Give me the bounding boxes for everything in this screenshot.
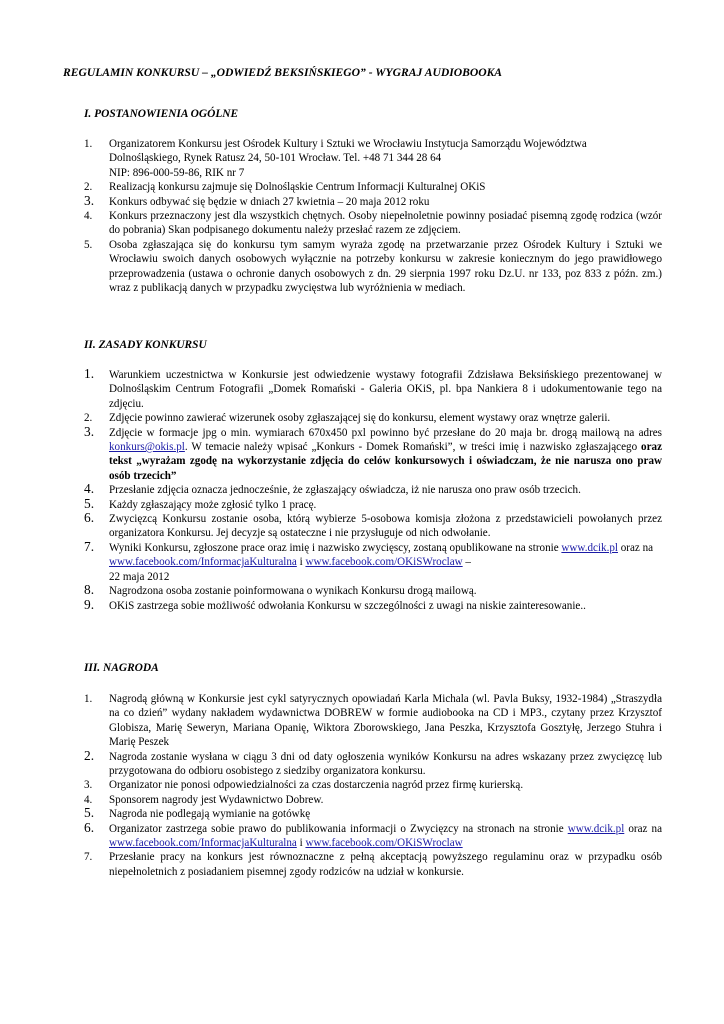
item-text-part: oraz na bbox=[624, 822, 662, 835]
item-text: Konkurs przeznaczony jest dla wszystkich chętnych. Osoby niepełnoletnie powinny posiadać pisemną zgodę rodzica (wzór do pobrania) Skan podpisanego dokumentu należy przesłać razem ze zdjęciem. bbox=[109, 210, 662, 237]
list-item bbox=[84, 192, 662, 209]
item-number: 4. bbox=[84, 481, 95, 497]
list-item bbox=[84, 180, 662, 194]
item-text-part: i bbox=[296, 556, 306, 569]
list-item bbox=[84, 512, 662, 541]
item-number: 3. bbox=[84, 779, 93, 792]
item-number: 6. bbox=[84, 510, 95, 526]
section-title: POSTANOWIENIA OGÓLNE bbox=[94, 108, 239, 120]
item-text: Organizator nie ponosi odpowiedzialności za czas dostarczenia nagród przez firmę kurierską. bbox=[109, 779, 524, 792]
item-number: 2. bbox=[84, 181, 93, 194]
section-title: NAGRODA bbox=[103, 662, 159, 674]
item-text: Realizacją konkursu zajmuje się Dolnośląskie Centrum Informacji Kulturalnej OKiS bbox=[109, 181, 486, 194]
item-number: 1. bbox=[84, 693, 93, 705]
section-general-list bbox=[84, 137, 662, 295]
item-text: Przesłanie pracy na konkurs jest równoznaczne z pełną akceptacją powyższego regulaminu oraz w przypadku osób niepełnoletnich z posiadaniem pisemnej zgody rodziców na udział w konkursie. bbox=[109, 851, 662, 878]
item-bold-text: oraz tekst „wyrażam zgodę na wykorzystanie zdjęcia do celów konkursowych i oświadczam, że nie narusza ono praw osób trzecich” bbox=[109, 441, 662, 482]
list-item bbox=[84, 495, 662, 512]
publication-date: 22 maja 2012 bbox=[109, 570, 170, 583]
item-number: 3. bbox=[84, 423, 95, 439]
list-item bbox=[84, 238, 662, 296]
page-title: REGULAMIN KONKURSU – „ODWIEDŹ BEKSIŃSKIEGO” - WYGRAJ AUDIOBOOKA bbox=[63, 66, 503, 79]
list-item bbox=[84, 137, 662, 180]
item-text bbox=[109, 822, 662, 851]
item-text: Konkurs odbywać się będzie w dniach 27 kwietnia – 20 maja 2012 roku bbox=[109, 195, 430, 208]
item-text-part: Zdjęcie w formacje jpg o min. wymiarach 670x450 pxl powinno być przesłane do 20 maja br. drogą mailową na adres bbox=[109, 426, 662, 439]
list-item bbox=[84, 368, 662, 411]
item-text-part: Organizator zastrzega sobie prawo do publikowania informacji o Zwycięzcy na stronach na stronie bbox=[109, 822, 568, 835]
item-text: Przesłanie zdjęcia oznacza jednocześnie, że zgłaszający oświadcza, iż nie narusza ono praw osób trzecich. bbox=[109, 484, 581, 497]
item-text: OKiS zastrzega sobie możliwość odwołania Konkursu w szczególności z uwagi na niskie zainteresowanie.. bbox=[109, 599, 586, 612]
section-heading-general bbox=[84, 108, 238, 120]
list-item bbox=[84, 596, 662, 613]
facebook-informacja-link[interactable]: www.facebook.com/InformacjaKulturalna bbox=[109, 556, 297, 569]
section-title: ZASADY KONKURSU bbox=[98, 339, 207, 351]
list-item bbox=[84, 807, 662, 821]
section-heading-rules bbox=[84, 339, 207, 351]
item-text: Osoba zgłaszająca się do konkursu tym samym wyraża zgodę na przetwarzanie przez Ośrodek Kultury i Sztuki we Wrocławiu swoich danych osobowych wyłącznie na potrzeby konkursu w zakresie koniecznym do jego prawidłowego przeprowadzenia (ustawa o ochronie danych osobowych z dn. 29 sierpnia 1997 roku Dz.U. nr 133, poz 833 z późn. zm.) wraz z publikacją danych w przypadku zwycięstwa lub wyróżnienia w mediach. bbox=[109, 238, 662, 295]
dcik-link[interactable]: www.dcik.pl bbox=[561, 541, 618, 554]
facebook-okis-link[interactable]: www.facebook.com/OKiSWroclaw bbox=[305, 556, 463, 569]
item-number: 7. bbox=[84, 538, 95, 554]
item-text-part: i bbox=[296, 837, 306, 850]
list-item bbox=[84, 747, 662, 779]
section-prize-list bbox=[84, 692, 662, 879]
list-item bbox=[84, 584, 662, 598]
section-rules-list bbox=[84, 368, 662, 613]
section-heading-prize bbox=[84, 662, 159, 674]
item-text: Każdy zgłaszający może zgłosić tylko 1 pracę. bbox=[109, 498, 317, 511]
section-number: III. bbox=[84, 662, 101, 674]
item-text: Nagroda nie podlegają wymianie na gotówkę bbox=[109, 808, 311, 821]
list-item bbox=[84, 423, 662, 484]
item-text-part: oraz na bbox=[617, 541, 654, 554]
list-item bbox=[84, 793, 662, 807]
item-number: 2. bbox=[84, 747, 95, 763]
item-text: Zdjęcie powinno zawierać wizerunek osoby zgłaszającej się do konkursu, element wystawy oraz wnętrze galerii. bbox=[109, 412, 611, 425]
item-number: 7. bbox=[84, 851, 93, 864]
facebook-informacja-link[interactable]: www.facebook.com/InformacjaKulturalna bbox=[109, 837, 297, 850]
item-line: NIP: 896-000-59-86, RIK nr 7 bbox=[109, 166, 245, 179]
item-number: 4. bbox=[84, 793, 93, 806]
item-number: 8. bbox=[84, 582, 95, 598]
item-text: Sponsorem nagrody jest Wydawnictwo Dobrew. bbox=[109, 793, 324, 806]
item-text: Nagroda zostanie wysłana w ciągu 3 dni od daty ogłoszenia wyników Konkursu na adres wskazany przez zwycięzcę lub przygotowana do odbioru osobistego z siedziby organizatora konkursu. bbox=[109, 750, 662, 778]
item-text-part: . W temacie należy wpisać „Konkurs - Domek Romański”, w treści imię i nazwisko zgłaszającego bbox=[184, 441, 642, 454]
item-number: 4. bbox=[84, 210, 93, 223]
item-text: Nagrodą główną w Konkursie jest cykl satyrycznych opowiadań Karla Michala (wl. Pavla Buksy, 1932-1984) „Straszydła na co dzień” wydany nakładem wydawnictwa DOBREW w formie audiobooka na CD i MP3., czytany przez Krzysztof Globisza, Marię Seweryn, Mariana Opanię, Wiktora Zborowskiego, Jana Peszka, Krzysztofa Gosztyłę, Jerzego Stuhra i Marię Peszek bbox=[109, 693, 662, 749]
item-number: 9. bbox=[84, 596, 95, 612]
item-number: 5. bbox=[84, 495, 95, 511]
facebook-okis-link[interactable]: www.facebook.com/OKiSWroclaw bbox=[305, 837, 463, 850]
email-link[interactable]: konkurs@okis.pl bbox=[109, 441, 185, 454]
list-item bbox=[84, 778, 662, 792]
item-text-part: – bbox=[462, 556, 471, 569]
item-text: Nagrodzona osoba zostanie poinformowana o wynikach Konkursu drogą mailową. bbox=[109, 585, 477, 598]
dcik-link[interactable]: www.dcik.pl bbox=[567, 822, 625, 835]
list-item bbox=[84, 819, 662, 851]
list-item bbox=[84, 692, 662, 750]
section-number: I. bbox=[84, 108, 92, 120]
item-text: Warunkiem uczestnictwa w Konkursie jest odwiedzenie wystawy fotografii Zdzisława Beksińskiego prezentowanej w Dolnośląskim Centrum Fotografii „Domek Romański - Galeria OKiS, pl. bpa Nankiera 8 i udokumentowanie tego na zdjęciu. bbox=[109, 369, 662, 410]
item-number: 6. bbox=[84, 819, 95, 835]
list-item bbox=[84, 209, 662, 238]
item-number: 5. bbox=[84, 805, 95, 821]
item-number: 1. bbox=[84, 138, 93, 150]
item-number: 3. bbox=[84, 192, 95, 208]
item-number: 2. bbox=[84, 412, 93, 425]
item-text: Zwycięzcą Konkursu zostanie osoba, którą wybierze 5-osobowa komisja złożona z przedstawicieli powołanych przez organizatora Konkursu. Jej decyzje są ostateczne i nie przysługuje od nich odwołanie. bbox=[109, 513, 662, 540]
item-number: 5. bbox=[84, 238, 93, 251]
item-text bbox=[109, 541, 662, 584]
list-item bbox=[84, 483, 662, 497]
item-line: Dolnośląskiego, Rynek Ratusz 24, 50-101 Wrocław. Tel. +48 71 344 28 64 bbox=[109, 152, 442, 165]
item-text-part: Wyniki Konkursu, zgłoszone prace oraz imię i nazwisko zwycięscy, zostaną opublikowane na stronie bbox=[109, 541, 562, 554]
section-number: II. bbox=[84, 339, 96, 351]
item-number: 1. bbox=[84, 366, 95, 381]
item-line: Organizatorem Konkursu jest Ośrodek Kultury i Sztuki we Wrocławiu Instytucja Samorządu Województwa bbox=[109, 138, 587, 150]
list-item bbox=[84, 411, 662, 425]
item-text bbox=[109, 426, 662, 484]
item-text bbox=[109, 137, 662, 180]
list-item bbox=[84, 538, 662, 584]
list-item bbox=[84, 850, 662, 879]
